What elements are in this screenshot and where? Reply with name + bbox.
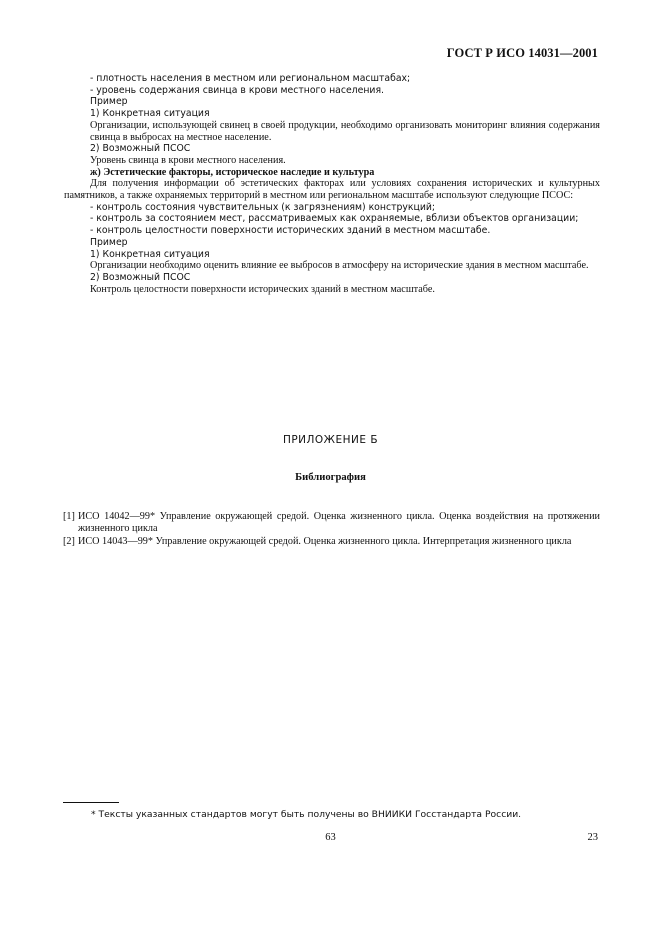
footnote-divider bbox=[63, 802, 119, 803]
reference-item bbox=[63, 511, 600, 534]
indicator-label: 2) Возможный ПСОС bbox=[90, 143, 191, 155]
list-item: - уровень содержания свинца в крови местного населения. bbox=[90, 84, 385, 96]
reference-item bbox=[63, 536, 600, 548]
reference-number: [2] bbox=[63, 536, 75, 548]
page-number-right: 23 bbox=[587, 832, 598, 843]
reference-list bbox=[63, 511, 600, 550]
indicator-label: 2) Возможный ПСОС bbox=[90, 271, 191, 283]
paragraph: Организации необходимо оценить влияние ее выбросов в атмосферу на исторические здания в местном масштабе. bbox=[90, 260, 589, 272]
appendix-title: ПРИЛОЖЕНИЕ Б bbox=[282, 434, 379, 446]
list-item: - контроль целостности поверхности исторических зданий в местном масштабе. bbox=[90, 225, 491, 237]
situation-label: 1) Конкретная ситуация bbox=[90, 108, 210, 120]
example-label: Пример bbox=[90, 236, 128, 248]
list-item: - плотность населения в местном или региональном масштабах; bbox=[90, 73, 411, 84]
bibliography-title: Библиография bbox=[295, 472, 366, 483]
page-number-center: 63 bbox=[325, 832, 336, 843]
paragraph: Контроль целостности поверхности исторических зданий в местном масштабе. bbox=[90, 283, 435, 295]
paragraph: Для получения информации об эстетических факторах или условиях сохранения исторических и культурных памятников, а также охраняемых территорий в местном или региональном масштабе используют следующие ПСОС: bbox=[64, 178, 600, 202]
section-heading: ж) Эстетические факторы, историческое наследие и культура bbox=[90, 166, 375, 178]
reference-number: [1] bbox=[63, 511, 75, 522]
reference-text: ИСО 14042—99* Управление окружающей средой. Оценка жизненного цикла. Оценка воздействия на протяжении жизненного цикла bbox=[78, 511, 600, 534]
main-text bbox=[64, 73, 600, 295]
example-label: Пример bbox=[90, 96, 128, 108]
list-item: - контроль за состоянием мест, рассматриваемых как охраняемые, вблизи объектов организации; bbox=[90, 213, 579, 225]
paragraph: Уровень свинца в крови местного населения. bbox=[90, 154, 286, 166]
paragraph: Организации, использующей свинец в своей продукции, необходимо организовать мониторинг влияния содержания свинца в выбросах на местное население. bbox=[90, 119, 600, 143]
running-header: ГОСТ Р ИСО 14031—2001 bbox=[446, 46, 598, 60]
reference-text: ИСО 14043—99* Управление окружающей средой. Оценка жизненного цикла. Интерпретация жизненного цикла bbox=[78, 536, 572, 548]
list-item: - контроль состояния чувствительных (к загрязнениям) конструкций; bbox=[90, 201, 436, 213]
situation-label: 1) Конкретная ситуация bbox=[90, 248, 210, 260]
footnote: * Тексты указанных стандартов могут быть получены во ВНИИКИ Госстандарта России. bbox=[91, 809, 522, 820]
